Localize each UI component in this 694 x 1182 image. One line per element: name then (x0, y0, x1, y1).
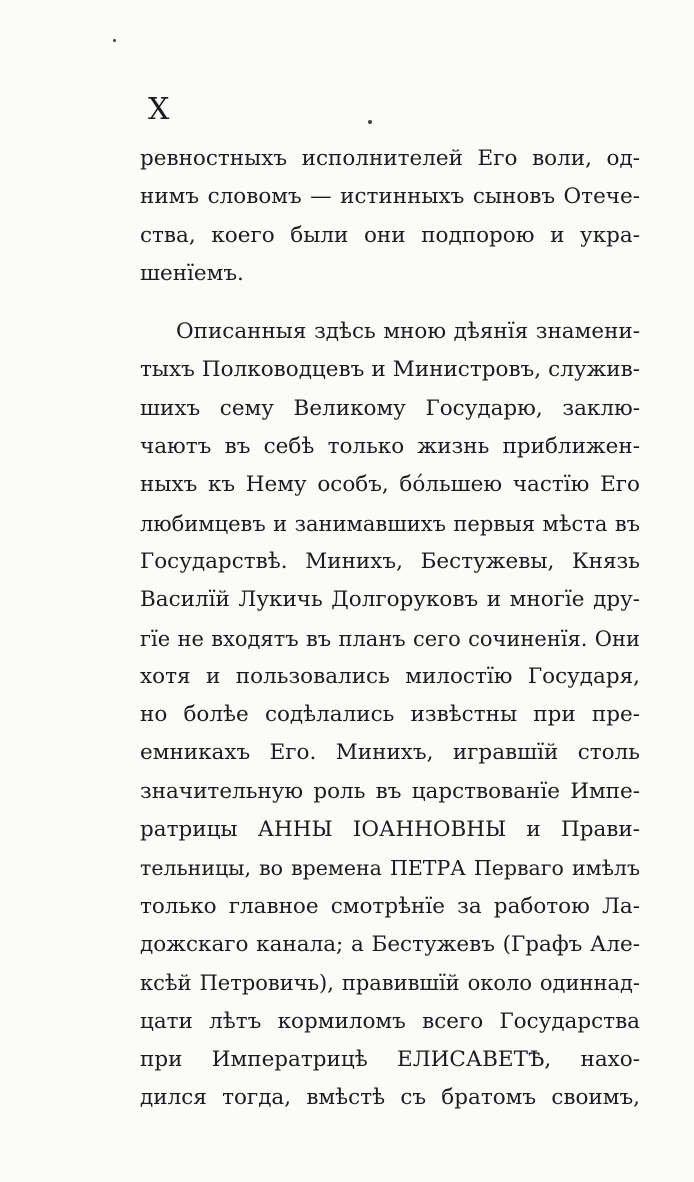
text-line: но болѣе содѣлались извѣстны при пре- (140, 702, 640, 728)
page-number: X (148, 92, 171, 127)
paragraph-2 (140, 313, 640, 1117)
text-line: шенїемъ. (140, 260, 244, 286)
text-line: Описанныя здѣсь мною дѣянїя знамени- (176, 319, 640, 345)
text-line: емникахъ Его. Минихъ, игравшїй столь (140, 740, 640, 766)
text-line: тельницы, во времена ПЕТРА Перваго имѣлъ (140, 856, 640, 881)
text-line: Василїй Лукичь Долгоруковъ и многїе дру- (140, 587, 640, 613)
ink-speck (368, 120, 372, 124)
text-line: ревностныхъ исполнителей Его воли, од- (140, 146, 640, 171)
text-line: любимцевъ и занимавшихъ первыя мѣста въ (140, 511, 640, 536)
text-line: гїе не входятъ въ планъ сего сочиненїя. Они (140, 626, 640, 651)
text-line: ратрицы АННЫ ІОАННОВНЫ и Прави- (140, 817, 640, 843)
text-line: ныхъ къ Нему особъ, бóльшею частїю Его (140, 472, 640, 498)
text-line: значительную роль въ царствованїе Импе- (140, 778, 640, 804)
text-line: дожскаго канала; а Бестужевъ (Графъ Але- (140, 931, 640, 957)
text-line: ства, коего были они подпорою и укра- (140, 222, 640, 248)
text-line: хотя и пользовались милостїю Государя, (140, 663, 640, 689)
text-line: ксѣй Петровичь), правившїй около одиннад- (140, 971, 640, 996)
paragraph-1 (140, 140, 640, 293)
text-line: цати лѣтъ кормиломъ всего Государства (140, 1008, 640, 1034)
text-line: при Императрицѣ ЕЛИСАВЕТѢ, нахо- (140, 1046, 640, 1072)
ink-speck (113, 39, 116, 42)
text-line: тыхъ Полководцевъ и Министровъ, служив- (140, 357, 640, 383)
text-line: дился тогда, вмѣстѣ съ братомъ своимъ, (140, 1085, 640, 1111)
text-line: нимъ словомъ — истинныхъ сыновъ Отече- (140, 184, 640, 210)
text-line: чаютъ въ себѣ только жизнь приближен- (140, 434, 640, 460)
text-line: только главное смотрѣнїе за работою Ла- (140, 893, 640, 919)
body-text (140, 140, 640, 1117)
text-line: шихъ сему Великому Государю, заклю- (140, 395, 640, 421)
text-line: Государствѣ. Минихъ, Бестужевы, Князь (140, 548, 640, 574)
